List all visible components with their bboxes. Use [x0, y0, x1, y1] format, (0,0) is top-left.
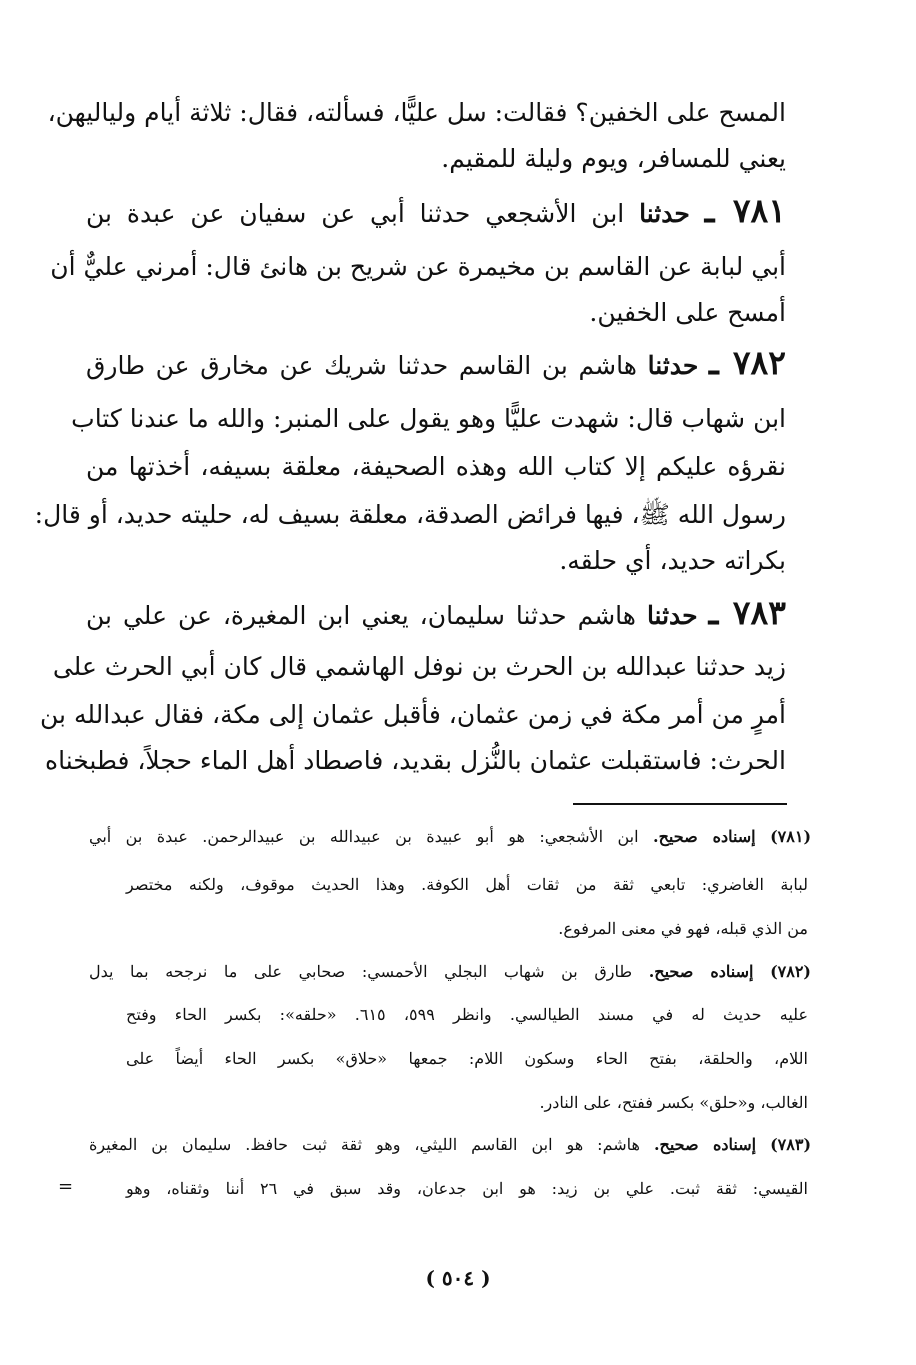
- hadith-782-line-2: ابن شهاب قال: شهدت عليًّا وهو يقول على المنبر: والله ما عندنا كتاب: [71, 404, 786, 433]
- hadith-783-line-1: [86, 593, 786, 632]
- continuation-mark: =: [58, 1176, 74, 1197]
- hadith-783-keyword: حدثنا: [646, 601, 698, 630]
- hadith-781-number: ٧٨١ ـ: [704, 191, 787, 230]
- hadith-782-line-1: [86, 343, 786, 382]
- hadith-782-keyword: حدثنا: [647, 351, 699, 380]
- hadith-782-line-4: رسول الله ﷺ، فيها فرائض الصدقة، معلقة بسيف له، حليته حديد، أو قال:: [34, 500, 786, 529]
- footnote-783-line-1: [89, 1134, 811, 1156]
- footnote-782-line-2: عليه حديث له في مسند الطيالسي. وانظر ٥٩٩، ٦١٥. «حلقه»: بكسر الحاء وفتح: [126, 1005, 808, 1024]
- footnote-781-number: (٧٨١): [770, 827, 812, 846]
- footnote-782-line-4: الغالب، و«حلق» بكسر ففتح، على النادر.: [539, 1093, 808, 1112]
- footnote-782-line-3: اللام، والحلقة، بفتح الحاء وسكون اللام: جمعها «حلاق» بكسر الحاء أيضاً على: [126, 1049, 808, 1068]
- hadith-783-line-2: زيد حدثنا عبدالله بن الحرث بن نوفل الهاشمي قال كان أبي الحرث على: [52, 652, 786, 681]
- hadith-783-first-text: هاشم حدثنا سليمان، يعني ابن المغيرة، عن علي بن: [86, 601, 636, 630]
- hadith-781-first-text: ابن الأشجعي حدثنا أبي عن سفيان عن عبدة بن: [86, 199, 625, 228]
- intro-line-2: يعني للمسافر، ويوم وليلة للمقيم.: [441, 144, 786, 173]
- footnote-781-line-3: من الذي قبله، فهو في معنى المرفوع.: [558, 919, 808, 938]
- footnote-separator: [573, 803, 787, 805]
- hadith-781-line-2: أبي لبابة عن القاسم بن مخيمرة عن شريح بن هانئ قال: أمرني عليٌّ أن: [50, 252, 786, 281]
- footnote-783-line-2: القيسي: ثقة ثبت. علي بن زيد: هو ابن جدعان، وقد سبق في ٢٦ أننا وثقناه، وهو: [126, 1179, 809, 1198]
- hadith-783-line-3: أمرٍ من أمر مكة في زمن عثمان، فأقبل عثمان إلى مكة، فقال عبدالله بن: [40, 700, 786, 729]
- footnote-782-keyword: إسناده صحيح.: [648, 962, 754, 981]
- footnote-783-keyword: إسناده صحيح.: [653, 1135, 757, 1154]
- footnote-781-line-2: لبابة الغاضري: تابعي ثقة من ثقات أهل الكوفة. وهذا الحديث موقوف، ولكنه مختصر: [126, 875, 808, 894]
- page-number: ( ٥٠٤ ): [425, 1266, 491, 1290]
- hadith-782-number: ٧٨٢ ـ: [708, 343, 786, 382]
- footnote-781-keyword: إسناده صحيح.: [653, 827, 756, 846]
- footnote-782-number: (٧٨٢): [770, 962, 811, 981]
- hadith-783-line-4: الحرث: فاستقبلت عثمان بالنُّزل بقديد، فاصطاد أهل الماء حجلاً، فطبخناه: [45, 746, 786, 775]
- footnote-782-first-text: طارق بن شهاب البجلي الأحمسي: صحابي على ما نرجحه بما يدل: [89, 962, 633, 981]
- footnote-783-first-text: هاشم: هو ابن القاسم الليثي، وهو ثقة ثبت حافظ. سليمان بن المغيرة: [89, 1135, 640, 1154]
- intro-line-1: المسح على الخفين؟ فقالت: سل عليًّا، فسألته، فقال: ثلاثة أيام ولياليهن،: [47, 98, 786, 127]
- hadith-781-keyword: حدثنا: [639, 199, 690, 228]
- hadith-783-number: ٧٨٣ ـ: [708, 593, 786, 632]
- hadith-782-line-3: نقرؤه عليكم إلا كتاب الله وهذه الصحيفة، معلقة بسيفه، أخذتها من: [86, 452, 786, 481]
- footnote-781-first-text: ابن الأشجعي: هو أبو عبيدة بن عبيدالله بن عبيدالرحمن. عبدة بن أبي: [89, 827, 639, 846]
- hadith-781-line-1: [86, 191, 787, 230]
- hadith-782-first-text: هاشم بن القاسم حدثنا شريك عن مخارق عن طارق: [86, 351, 637, 380]
- footnote-783-number: (٧٨٣): [770, 1135, 812, 1154]
- hadith-782-line-5: بكراته حديد، أي حلقه.: [559, 546, 786, 575]
- footnote-781-line-1: [89, 826, 811, 848]
- hadith-781-line-3: أمسح على الخفين.: [589, 298, 786, 327]
- footnote-782-line-1: [89, 961, 811, 983]
